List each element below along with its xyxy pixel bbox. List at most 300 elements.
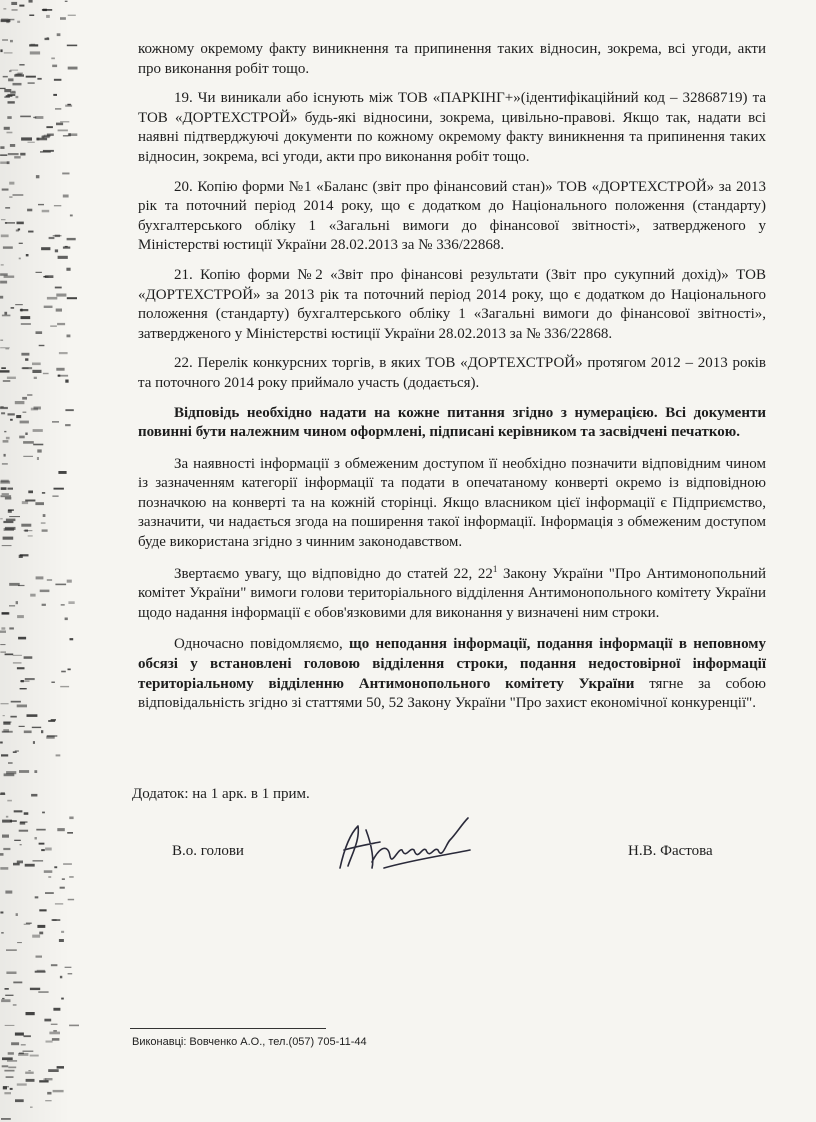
scan-speckle <box>1 932 4 933</box>
scan-speckle <box>45 848 52 851</box>
scan-speckle <box>46 15 50 18</box>
scan-speckle <box>21 137 32 140</box>
scan-speckle <box>25 678 35 680</box>
scan-speckle <box>19 64 24 65</box>
scan-speckle <box>0 49 2 52</box>
scan-speckle <box>5 207 10 209</box>
scan-speckle <box>32 727 41 728</box>
scan-speckle <box>49 1032 60 1035</box>
scan-speckle <box>5 988 9 990</box>
scan-speckle <box>68 67 78 70</box>
scan-speckle <box>26 1012 35 1015</box>
scan-speckle <box>16 96 19 98</box>
scan-speckle <box>8 19 14 21</box>
scan-speckle <box>29 0 33 3</box>
scan-speckle <box>36 829 45 831</box>
scan-speckle <box>28 231 33 233</box>
scan-speckle <box>25 1072 34 1074</box>
paragraph-19: 19. Чи виникали або існують між ТОВ «ПАРКІНГ+»(ідентифікаційний код – 32868719) та ТОВ «ДОРТЕХСТРОЙ» будь-які відносини, зокрема, цивільно-правові. Якщо так, надати всі наявні підтверджуючі документи по кожному окремому факту виникнення та припинення таких відносин, зокрема, всі угоди, акти про виконання робіт тощо. <box>138 90 766 165</box>
scan-speckle <box>36 576 44 579</box>
scan-speckle <box>0 162 9 164</box>
scan-speckle <box>13 863 20 866</box>
scan-speckle <box>51 964 58 966</box>
scan-speckle <box>4 1092 11 1094</box>
scan-speckle <box>8 1052 14 1055</box>
scan-speckle <box>13 662 22 663</box>
scan-speckle <box>4 52 13 53</box>
scan-speckle <box>38 204 44 205</box>
scan-speckle <box>37 449 41 452</box>
scan-speckle <box>4 528 14 531</box>
scan-speckle <box>9 627 14 629</box>
scan-speckle <box>13 655 22 656</box>
scan-speckle <box>37 138 40 141</box>
scan-speckle <box>1 412 5 414</box>
scan-speckle <box>11 701 21 703</box>
scan-speckle <box>57 1066 64 1069</box>
scan-speckle <box>55 108 61 109</box>
scan-speckle <box>31 794 37 797</box>
scan-speckle <box>15 401 25 404</box>
scan-speckle <box>29 15 34 17</box>
scan-speckle <box>21 316 31 319</box>
scan-speckle <box>5 222 15 223</box>
scan-speckle <box>10 70 18 71</box>
scan-speckle <box>19 243 23 244</box>
restricted-info-paragraph: За наявності інформації з обмеженим доступом її необхідно позначити відповідним чином із зазначенням категорії інформації та подати в опечатаному конверті окремо із відповідною позначкою на конверті та на кожній сторінці. Якщо власником цієї інформації є Підприємство, зазначити, чи надається згода на поширення такої інформації. Інформація з обмеженим доступом буде використана згідно з чинним законодавством. <box>138 455 766 551</box>
scan-speckle <box>2 545 12 546</box>
scan-speckle <box>14 810 23 812</box>
scan-speckle <box>60 686 69 687</box>
scan-speckle <box>26 254 29 256</box>
scan-speckle <box>7 1060 17 1062</box>
scan-speckle <box>3 537 14 540</box>
warning-superscript: 1 <box>492 563 498 574</box>
scan-speckle <box>19 770 29 773</box>
scan-speckle <box>2 463 8 465</box>
scan-speckle <box>5 654 14 656</box>
scan-speckle <box>23 441 34 444</box>
scan-speckle <box>15 304 23 305</box>
scan-speckle <box>44 1019 51 1022</box>
scan-speckle <box>25 864 35 867</box>
scan-speckle <box>45 1100 51 1101</box>
scan-speckle <box>28 82 35 84</box>
scan-speckle <box>19 726 25 727</box>
scan-speckle <box>17 1083 27 1085</box>
scan-speckle <box>15 750 19 752</box>
scan-speckle <box>2 189 9 191</box>
scan-speckle <box>43 1079 46 1080</box>
scan-speckle <box>13 83 22 86</box>
executor-contact: Виконавці: Вовченко А.О., тел.(057) 705-11-44 <box>132 1036 367 1048</box>
scan-speckle <box>42 492 45 494</box>
scan-speckle <box>23 412 27 413</box>
scan-speckle <box>53 1008 60 1011</box>
scan-speckle <box>58 130 68 132</box>
scan-speckle <box>39 909 46 911</box>
scan-speckle <box>32 370 41 373</box>
scan-speckle <box>68 973 73 974</box>
scan-speckle <box>2 835 9 838</box>
scan-speckle <box>33 860 44 861</box>
scan-speckle <box>3 380 11 381</box>
scan-speckle <box>35 896 39 898</box>
liability-lead: Одночасно повідомляємо, <box>174 636 350 653</box>
scan-speckle <box>41 730 43 733</box>
scan-speckle <box>2 315 11 317</box>
scan-speckle <box>22 397 27 400</box>
scan-speckle <box>23 1051 34 1052</box>
handwritten-signature <box>322 810 482 880</box>
scan-speckle <box>2 731 13 733</box>
scan-speckle <box>9 182 14 185</box>
scan-speckle <box>33 444 43 446</box>
scan-speckle <box>58 471 66 474</box>
scan-speckle <box>8 153 19 155</box>
signature-title: В.о. голови <box>172 843 244 859</box>
scan-speckle <box>0 912 3 914</box>
scan-speckle <box>0 340 3 341</box>
scan-speckle <box>1 219 6 220</box>
scan-speckle <box>44 870 53 873</box>
scan-speckle <box>54 79 62 81</box>
scan-speckle <box>0 273 8 276</box>
scan-speckle <box>47 579 52 580</box>
scan-speckle <box>26 76 36 78</box>
scan-speckle <box>9 605 15 606</box>
scan-speckle <box>67 832 73 834</box>
scan-speckle <box>47 1092 51 1095</box>
scan-speckle <box>16 601 18 604</box>
scan-speckle <box>16 230 19 232</box>
scan-speckle <box>65 1 68 2</box>
scan-speckle <box>69 876 74 878</box>
scan-speckle <box>48 876 51 878</box>
scan-speckle <box>8 488 14 490</box>
scan-speckle <box>62 173 69 175</box>
scan-speckle <box>37 78 41 80</box>
scan-speckle <box>3 440 9 443</box>
scan-speckle <box>0 88 6 89</box>
scan-speckle <box>7 116 11 119</box>
scan-speckle <box>47 297 57 300</box>
scan-speckle <box>14 156 21 158</box>
scan-speckle <box>67 297 77 299</box>
scan-speckle <box>9 197 12 198</box>
scan-speckle <box>39 345 45 346</box>
scan-speckle <box>4 89 11 92</box>
scan-speckle <box>36 272 42 273</box>
scan-speckle <box>39 1080 48 1082</box>
scan-speckle <box>17 615 24 618</box>
scan-speckle <box>42 604 46 606</box>
attachment-note: Додаток: на 1 арк. в 1 прим. <box>132 786 310 802</box>
scan-speckle <box>46 126 53 128</box>
scan-speckle <box>6 972 16 975</box>
scan-speckle <box>20 153 25 156</box>
scan-speckle <box>35 837 37 840</box>
scan-speckle <box>8 1067 16 1069</box>
scan-speckle <box>61 671 66 673</box>
scan-speckle <box>0 407 8 409</box>
scan-speckle <box>6 519 16 522</box>
scan-speckle <box>54 488 64 490</box>
scan-speckle <box>30 594 35 597</box>
scan-speckle <box>24 656 33 659</box>
scan-speckle <box>53 1090 64 1092</box>
scan-speckle <box>55 249 58 252</box>
scan-speckle <box>14 840 21 841</box>
scan-speckle <box>11 2 17 5</box>
scan-speckle <box>46 736 54 739</box>
scan-speckle <box>33 429 43 432</box>
scan-speckle <box>21 309 23 312</box>
scan-speckle <box>11 307 15 309</box>
scan-speckle <box>69 1025 79 1027</box>
scan-speckle <box>21 1044 26 1045</box>
scan-speckle <box>17 222 24 225</box>
scan-speckle <box>63 863 72 865</box>
scan-speckle <box>34 770 37 773</box>
scan-speckle <box>66 268 70 271</box>
scan-speckle <box>17 21 20 23</box>
scan-speckle <box>5 1025 15 1026</box>
scan-speckle <box>18 637 26 640</box>
scan-speckle <box>45 892 54 894</box>
scan-speckle <box>68 669 71 671</box>
scan-speckle <box>15 1099 24 1102</box>
scan-speckle <box>56 754 61 756</box>
scan-speckle <box>20 554 29 556</box>
scan-speckle <box>28 535 33 536</box>
scan-speckle <box>68 899 74 901</box>
scan-speckle <box>12 91 16 93</box>
scan-speckle <box>20 680 30 682</box>
answer-requirement: Відповідь необхідно надати на кожне питання згідно з нумерацією. Всі документи повинні бути належним чином оформлені, підписані керівником та засвідчені печаткою. <box>138 404 766 441</box>
scan-speckle <box>30 1055 39 1057</box>
scan-speckle <box>1 754 8 756</box>
scan-speckle <box>1 487 7 490</box>
scan-speckle <box>52 1038 60 1041</box>
scan-speckle <box>1 480 9 483</box>
scan-speckle <box>6 1076 14 1078</box>
scan-speckle <box>37 970 45 972</box>
scan-speckle <box>1 235 9 238</box>
scan-speckle <box>31 408 38 411</box>
scan-speckle <box>28 1070 30 1071</box>
scan-speckle <box>4 454 6 457</box>
scan-speckle <box>13 1004 17 1006</box>
scan-speckle <box>33 741 35 744</box>
scan-speckle <box>30 988 40 990</box>
scan-speckle <box>60 17 66 20</box>
scan-speckle <box>48 1069 59 1072</box>
scan-speckle <box>0 154 7 156</box>
scan-speckle <box>5 995 13 996</box>
scan-speckle <box>19 1053 24 1055</box>
scan-speckle <box>1 703 9 704</box>
scan-speckle <box>59 352 68 354</box>
scan-speckle <box>26 1079 35 1082</box>
scan-speckle <box>26 923 32 924</box>
liability-tail: тягне за собою відповідальність згідно зі статтями 50, 52 Закону України "Про захист економічної конкуренції". <box>138 675 766 712</box>
scan-speckle <box>1 627 5 629</box>
scan-speckle <box>21 323 31 324</box>
scan-speckle <box>3 521 13 523</box>
scan-speckle <box>0 146 4 149</box>
scan-speckle <box>16 74 22 76</box>
scan-speckle <box>51 682 55 683</box>
scan-speckle <box>0 370 10 372</box>
scan-speckle <box>32 935 40 938</box>
footnote-separator <box>130 1028 326 1029</box>
scan-speckle <box>10 1088 13 1090</box>
scan-speckle <box>24 812 29 815</box>
scan-speckle <box>62 879 65 880</box>
scan-speckle <box>67 580 72 583</box>
scan-speckle <box>23 456 33 457</box>
scan-speckle <box>4 1070 14 1072</box>
scan-speckle <box>25 358 28 361</box>
scan-speckle <box>65 246 68 247</box>
scan-speckle <box>42 529 48 531</box>
scan-speckle <box>37 457 39 460</box>
scan-speckle <box>60 121 69 122</box>
scan-speckle <box>0 867 8 870</box>
scan-speckle <box>24 731 32 734</box>
scan-speckle <box>21 524 31 527</box>
scan-speckle <box>45 275 53 278</box>
scan-speckle <box>19 830 28 832</box>
scan-speckle <box>65 380 68 383</box>
scan-speckle <box>9 516 20 517</box>
scan-speckle <box>30 51 40 54</box>
scan-speckle <box>8 413 15 415</box>
scan-speckle <box>65 409 73 411</box>
scan-speckle <box>8 510 12 513</box>
scan-speckle <box>67 45 77 47</box>
scan-speckle <box>61 604 65 606</box>
scan-speckle <box>13 982 22 984</box>
scan-speckle <box>25 433 27 436</box>
scan-speckle <box>67 238 76 240</box>
scan-speckle <box>36 956 43 958</box>
scan-speckle <box>3 848 10 850</box>
scan-speckle <box>8 101 15 103</box>
scan-speckle <box>20 421 29 424</box>
scan-speckle <box>8 78 13 81</box>
scan-speckle <box>2 1057 13 1060</box>
scan-speckle <box>61 931 64 933</box>
scan-speckle <box>30 1107 33 1108</box>
signer-name: Н.В. Фастова <box>628 843 713 859</box>
scan-speckle <box>43 514 46 517</box>
scan-speckle <box>7 132 13 134</box>
scan-speckle <box>3 246 13 248</box>
scan-speckle <box>20 822 27 823</box>
scan-speckle <box>41 849 45 851</box>
scan-speckle <box>0 853 4 856</box>
scan-speckle <box>42 812 45 814</box>
scan-speckle <box>60 887 65 889</box>
scan-speckle <box>46 1041 53 1043</box>
scan-speckle <box>0 742 3 744</box>
letter-body <box>138 40 766 714</box>
scan-speckle <box>16 913 18 916</box>
scan-speckle <box>27 714 38 717</box>
scan-speckle <box>27 209 32 212</box>
scan-speckle <box>5 348 9 349</box>
scan-speckle <box>55 903 63 904</box>
scan-speckle <box>27 395 32 396</box>
scan-speckle <box>16 415 21 418</box>
scan-speckle <box>5 497 11 499</box>
scan-speckle <box>15 1033 24 1036</box>
scan-speckle <box>2 1065 9 1067</box>
scan-speckle <box>0 518 3 519</box>
scan-speckle <box>22 501 28 504</box>
scan-speckle <box>70 215 73 217</box>
liability-bold: що неподання інформації, подання інформації в неповному обсязі у встановлені головою відділення строки, подання недостовірної інформації територіальному відділенню Антимонопольного комітету України <box>138 636 766 692</box>
scan-speckle <box>41 247 50 250</box>
scan-speckle <box>54 205 61 206</box>
scan-speckle <box>51 1024 58 1025</box>
scan-speckle <box>18 585 24 586</box>
scan-speckle <box>68 601 74 604</box>
scan-speckle <box>10 716 16 718</box>
scan-speckle <box>7 377 16 379</box>
scan-speckle <box>5 891 12 894</box>
scan-speckle <box>70 638 74 640</box>
scan-speckle <box>28 491 33 494</box>
scan-speckle <box>1 792 5 794</box>
scan-speckle <box>67 335 71 338</box>
scan-speckle <box>21 353 29 356</box>
scan-speckle <box>68 133 77 136</box>
scan-speckle <box>20 116 31 118</box>
scan-speckle <box>17 705 27 708</box>
scan-speckle <box>1 495 12 497</box>
scan-speckle <box>3 76 8 78</box>
scan-speckle <box>17 942 22 943</box>
scan-speckle <box>1 999 10 1002</box>
scan-speckle <box>58 375 61 377</box>
scan-speckle <box>4 312 7 315</box>
scan-speckle <box>65 967 72 968</box>
scan-speckle <box>19 5 24 7</box>
scan-speckle <box>69 817 73 820</box>
scan-speckle <box>24 530 33 531</box>
scan-speckle <box>56 123 63 126</box>
scan-speckle <box>53 1030 57 1031</box>
scan-speckle <box>65 105 72 107</box>
scan-speckle <box>52 919 60 921</box>
scan-speckle <box>20 844 22 845</box>
scan-speckle <box>47 134 54 136</box>
scan-speckle <box>36 331 43 334</box>
scan-speckle <box>68 15 76 16</box>
scan-speckle <box>3 722 10 725</box>
scan-speckle <box>11 1042 19 1045</box>
scan-speckle <box>37 925 45 928</box>
scan-speckle <box>42 210 50 213</box>
scan-speckle <box>19 436 25 439</box>
scan-speckle <box>1 1118 11 1120</box>
scan-speckle <box>48 720 55 722</box>
scan-speckle <box>63 195 69 198</box>
paragraph-18-continuation: кожному окремому факту виникнення та припинення таких відносин, зокрема, всі угоди, акти про виконання робіт тощо. <box>138 41 766 77</box>
